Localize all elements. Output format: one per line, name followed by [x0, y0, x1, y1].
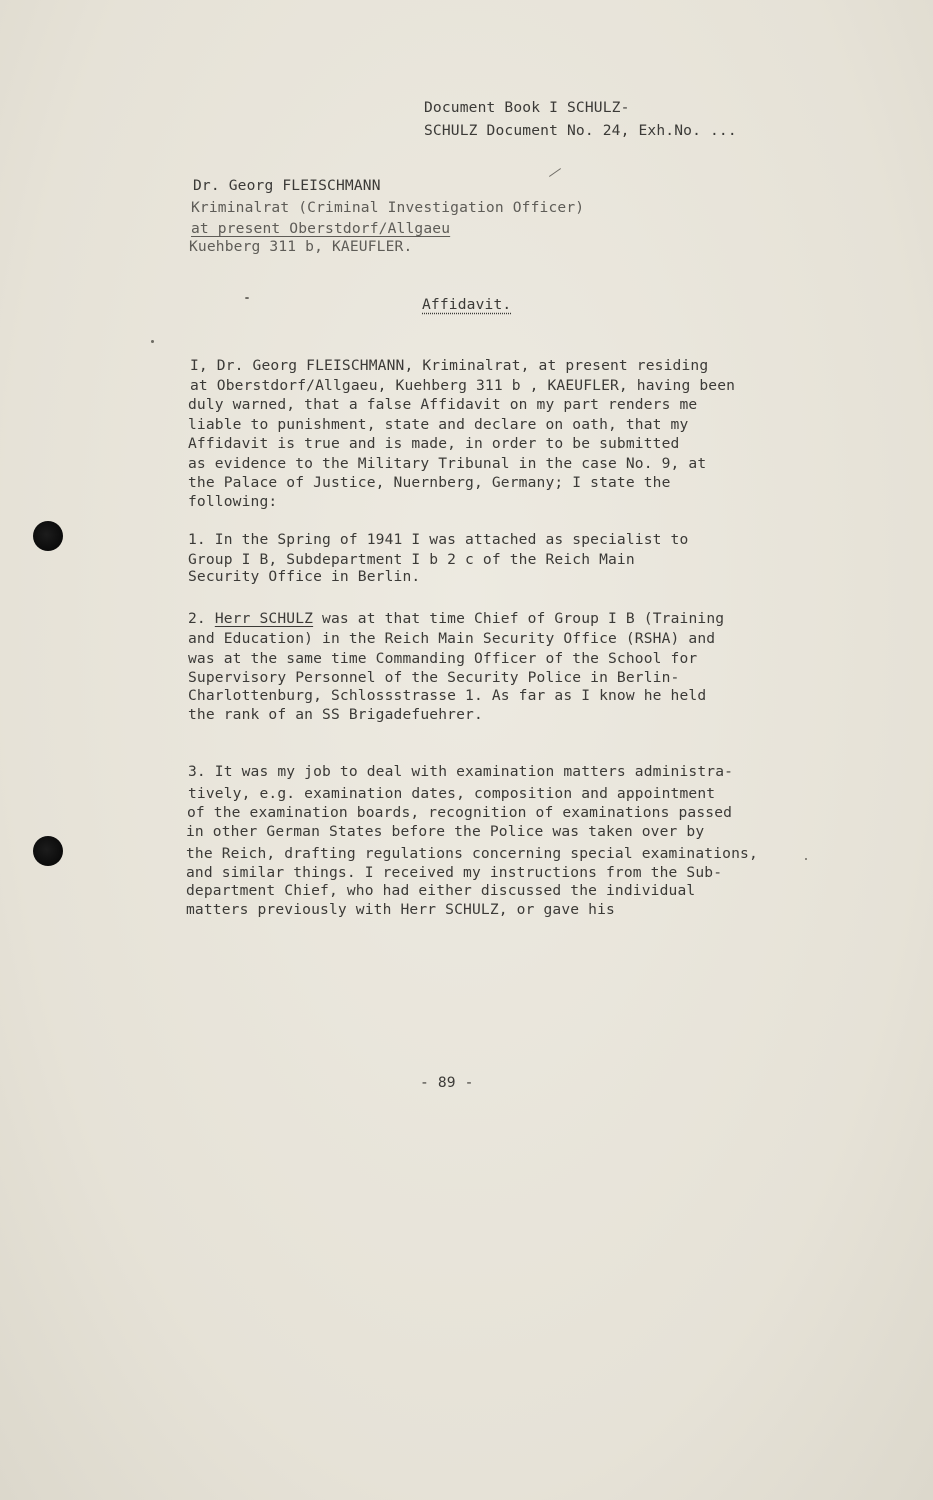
- paragraph-2-line: was at the same time Commanding Officer of the School for: [188, 650, 698, 667]
- paragraph-1-line: Security Office in Berlin.: [188, 568, 421, 585]
- paragraph-1-line: Group I B, Subdepartment I b 2 c of the Reich Main: [188, 551, 635, 568]
- paragraph-2-first-line: [188, 612, 724, 627]
- paragraph-2-line: the rank of an SS Brigadefuehrer.: [188, 706, 483, 723]
- intro-line: duly warned, that a false Affidavit on my part renders me: [188, 396, 698, 413]
- paragraph-2-line: Charlottenburg, Schlossstrasse 1. As far as I know he held: [188, 687, 707, 704]
- affiant-address: Kuehberg 311 b, KAEUFLER.: [189, 238, 413, 255]
- document-title: Affidavit.: [422, 296, 512, 313]
- affiant-name: Dr. Georg FLEISCHMANN: [193, 177, 381, 194]
- pencil-stroke: [549, 168, 561, 177]
- margin-speck: [245, 297, 249, 299]
- paragraph-3-line: matters previously with Herr SCHULZ, or gave his: [186, 901, 615, 918]
- intro-line: as evidence to the Military Tribunal in the case No. 9, at: [188, 455, 707, 472]
- margin-speck: [805, 858, 807, 860]
- intro-line: at Oberstdorf/Allgaeu, Kuehberg 311 b , KAEUFLER, having been: [190, 377, 736, 394]
- paragraph-2-line: Supervisory Personnel of the Security Police in Berlin-: [188, 669, 680, 686]
- document-book-reference: Document Book I SCHULZ-: [424, 99, 630, 116]
- paragraph-3-line: of the examination boards, recognition of examinations passed: [187, 804, 733, 821]
- intro-line: Affidavit is true and is made, in order to be submitted: [188, 435, 680, 452]
- margin-speck: [151, 340, 154, 343]
- punch-hole-top: [33, 521, 63, 551]
- paragraph-2-subject-name: Herr SCHULZ: [214, 610, 314, 627]
- paragraph-2-first-line-rest: was at that time Chief of Group I B (Training: [313, 610, 725, 627]
- paragraph-3-line: tively, e.g. examination dates, composition and appointment: [188, 785, 716, 802]
- paragraph-3-line: and similar things. I received my instructions from the Sub-: [186, 864, 723, 881]
- page-number: - 89 -: [420, 1074, 474, 1091]
- affiant-location: at present Oberstdorf/Allgaeu: [191, 220, 451, 237]
- paragraph-2-prefix: 2.: [188, 610, 215, 627]
- affiant-title: Kriminalrat (Criminal Investigation Officer): [191, 199, 585, 216]
- intro-line: following:: [188, 493, 278, 510]
- intro-line: liable to punishment, state and declare on oath, that my: [188, 416, 689, 433]
- paragraph-3-line: 3. It was my job to deal with examination matters administra-: [188, 763, 734, 780]
- paragraph-2-line: and Education) in the Reich Main Security Office (RSHA) and: [188, 630, 716, 647]
- paragraph-1-line: 1. In the Spring of 1941 I was attached as specialist to: [188, 531, 689, 548]
- intro-line: the Palace of Justice, Nuernberg, Germany; I state the: [188, 474, 671, 491]
- paragraph-3-line: in other German States before the Police was taken over by: [186, 823, 705, 840]
- document-number-reference: SCHULZ Document No. 24, Exh.No. ...: [424, 122, 737, 139]
- punch-hole-bottom: [33, 836, 63, 866]
- paragraph-3-line: department Chief, who had either discussed the individual: [186, 882, 696, 899]
- intro-line: I, Dr. Georg FLEISCHMANN, Kriminalrat, at present residing: [190, 357, 709, 374]
- paragraph-3-line: the Reich, drafting regulations concerning special examinations,: [186, 845, 758, 862]
